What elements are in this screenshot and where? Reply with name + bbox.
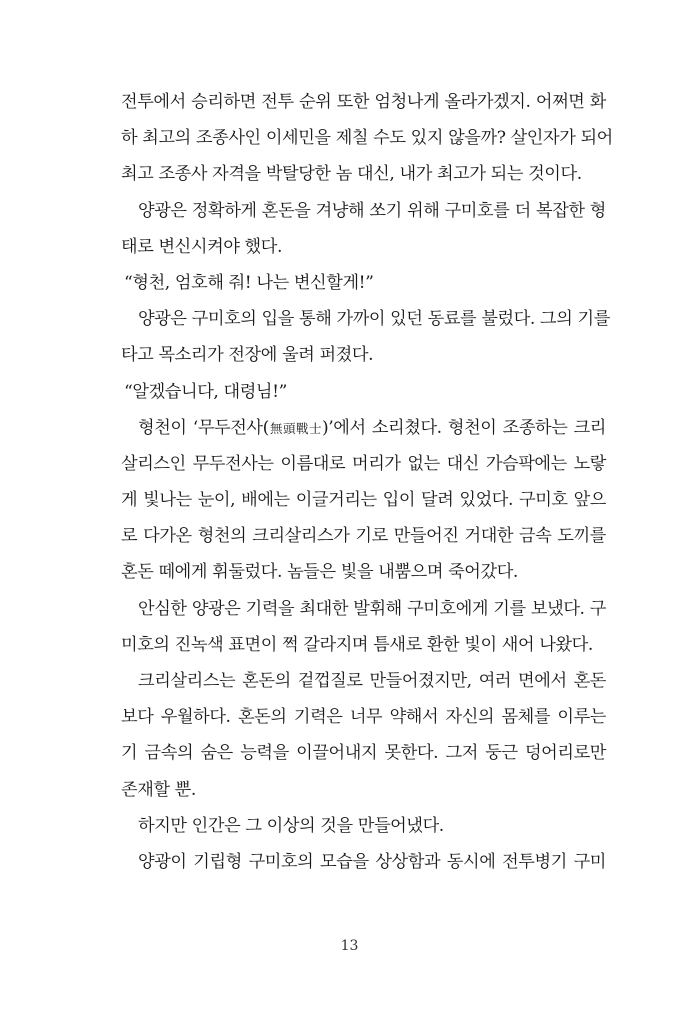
text-line: 양광은 구미호의 입을 통해 가까이 있던 동료를 불렀다. 그의 기를 bbox=[138, 309, 610, 330]
text-line: 양광이 기립형 구미호의 모습을 상상함과 동시에 전투병기 구미 bbox=[138, 851, 606, 872]
text-line: 하 최고의 조종사인 이세민을 제칠 수도 있지 않을까? 살인자가 되어 bbox=[121, 128, 613, 149]
text-line: 안심한 양광은 기력을 최대한 발휘해 구미호에게 기를 보냈다. 구 bbox=[138, 598, 606, 619]
text-line: 보다 우월하다. 혼돈의 기력은 너무 약해서 자신의 몸체를 이루는 bbox=[121, 707, 606, 728]
text-line: 크리살리스는 혼돈의 겉껍질로 만들어졌지만, 여러 면에서 혼돈 bbox=[138, 671, 606, 691]
text-line: 타고 목소리가 전장에 울려 퍼졌다. bbox=[121, 345, 374, 366]
text-line: 양광은 정확하게 혼돈을 겨냥해 쏘기 위해 구미호를 더 복잡한 형 bbox=[138, 200, 606, 221]
text-line: 기 금속의 숨은 능력을 이끌어내지 못한다. 그저 둥근 덩어리로만 bbox=[121, 743, 606, 764]
text-line: 혼돈 떼에게 휘둘렀다. 놈들은 빛을 내뿜으며 죽어갔다. bbox=[121, 562, 518, 583]
text-line: 살리스인 무두전사는 이름대로 머리가 없는 대신 가슴팍에는 노랗 bbox=[121, 453, 606, 474]
text-segment: 형천이 ‘무두전사( bbox=[138, 417, 269, 438]
dialogue-line: “알겠습니다, 대령님!” bbox=[124, 381, 288, 402]
dialogue-line: “형천, 엄호해 줘! 나는 변신할게!” bbox=[124, 272, 374, 293]
text-line: 전투에서 승리하면 전투 순위 또한 엄청나게 올라가겠지. 어쩌면 화 bbox=[121, 92, 606, 112]
text-line: 미호의 진녹색 표면이 쩍 갈라지며 틈새로 환한 빛이 새어 나왔다. bbox=[121, 634, 593, 655]
body-text bbox=[121, 84, 613, 880]
text-line: 게 빛나는 눈이, 배에는 이글거리는 입이 달려 있었다. 구미호 앞으 bbox=[121, 490, 606, 511]
text-line: 하지만 인간은 그 이상의 것을 만들어냈다. bbox=[138, 815, 444, 836]
text-line: 최고 조종사 자격을 박탈당한 놈 대신, 내가 최고가 되는 것이다. bbox=[121, 164, 582, 185]
hanja-annotation: 無頭戰士 bbox=[268, 420, 322, 436]
text-line: 태로 변신시켜야 했다. bbox=[121, 236, 283, 257]
text-segment: )’에서 소리쳤다. 형천이 조종하는 크리 bbox=[321, 417, 606, 438]
text-line: 로 다가온 형천의 크리살리스가 기로 만들어진 거대한 금속 도끼를 bbox=[121, 526, 606, 547]
text-line: 존재할 뿐. bbox=[121, 779, 196, 800]
page-number: 13 bbox=[340, 938, 359, 954]
text-line bbox=[121, 410, 606, 446]
